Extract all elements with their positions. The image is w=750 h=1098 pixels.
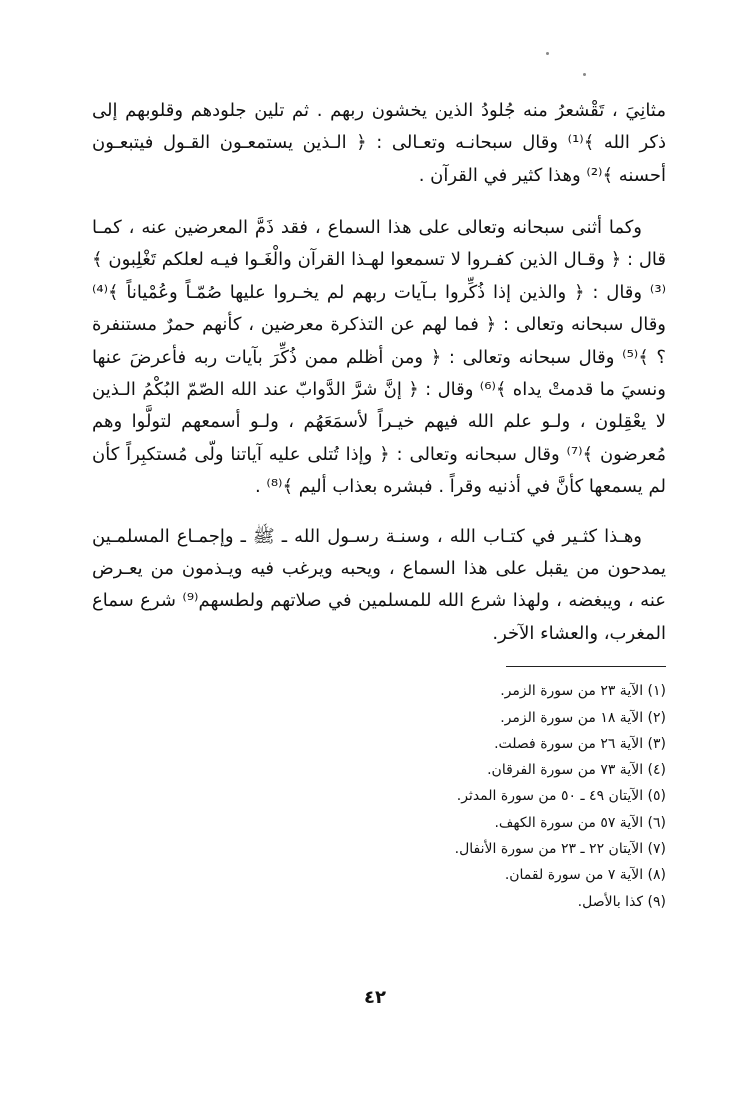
margin-speck <box>546 52 549 55</box>
footnote-7: (٧) الآيتان ٢٢ ـ ٢٣ من سورة الأنفال. <box>454 841 666 858</box>
body-paragraph-1: مثانِيَ ، تَقْشعرُ منه جُلودُ الذين يخشون ربهم . ثم تلين جلودهم وقلوبهم إلى ذكر الله ﴾⁽¹⁾ وقال سبحانـه وتعـالى : ﴿ الـذين يستمعـون القـول فيتبعـون أحسنه ﴾⁽²⁾ وهذا كثير في القرآن . <box>92 100 667 186</box>
footnote-8: (٨) الآية ٧ من سورة لقمان. <box>504 867 666 884</box>
body-paragraph-2: وكما أثنى سبحانه وتعالى على هذا السماع ، فقد ذَمَّ المعرضين عنه ، كمـا قال : ﴿ وقـال الذين كفـروا لا تسمعوا لهـذا القرآن والْغَـوا فيـه لعلكم تَغْلِبون ﴾⁽³⁾ وقال : ﴿ والذين إذا ذُكِّروا بـآيات ربهم لم يخـروا عليها صُمّـاً وعُمْياناً ﴾⁽⁴⁾ وقال سبحانه وتعالى : ﴿ فما لهم عن التذكرة معرضين ، كأنهم حمرٌ مستنفرة ؟ ﴾⁽⁵⁾ وقال سبحانه وتعالى : ﴿ ومن أظلم ممن ذُكِّرَ بآيات ربه فأعرضَ عنها ونسيَ ما قدمتْ يداه ﴾⁽⁶⁾ وقال : ﴿ إنَّ شرَّ الدَّوابّ عند الله الصّمّ البُكْمُ الـذين لا يعْقِلون ، ولـو علم الله فيهم خيـراً لأسمَعَهُم ، ولـو أسمعهم لتولَّوا وهم مُعرضون ﴾⁽⁷⁾ وقال سبحانه وتعالى : ﴿ وإذا تُتلى عليه آياتنا ولّى مُستكبِراً كأن لم يسمعها كأنَّ في أذنيه وقراً . فبشره بعذاب أليم ﴾⁽⁸⁾ . <box>92 217 666 498</box>
margin-speck <box>583 73 586 76</box>
footnote-2: (٢) الآية ١٨ من سورة الزمر. <box>500 709 666 726</box>
footnote-4: (٤) الآية ٧٣ من سورة الفرقان. <box>487 762 666 779</box>
footnote-3: (٣) الآية ٢٦ من سورة فصلت. <box>494 735 666 752</box>
footnote-1: (١) الآية ٢٣ من سورة الزمر. <box>500 683 666 700</box>
footnotes-list <box>92 678 666 915</box>
footnote-5: (٥) الآيتان ٤٩ ـ ٥٠ من سورة المدثر. <box>456 788 666 805</box>
footnote-6: (٦) الآية ٥٧ من سورة الكهف. <box>494 814 666 831</box>
footnote-9: (٩) كذا بالأصل. <box>577 893 666 910</box>
book-page <box>92 95 666 1055</box>
page-number: ٤٢ <box>364 987 386 1008</box>
body-paragraph-3: وهـذا كثـير في كتـاب الله ، وسنـة رسـول الله ـ ﷺ ـ وإجمـاع المسلمـين يمدحون من يقبل على هذا السماع ، ويحبه ويرغب فيه ويـذمون من يعـرض عنه ، ويبغضه ، ولهذا شرع الله للمسلمين في صلاتهم ولطسهم⁽⁹⁾ شرع سماع المغرب، والعشاء الآخر. <box>92 525 666 644</box>
footnote-separator <box>506 666 666 667</box>
